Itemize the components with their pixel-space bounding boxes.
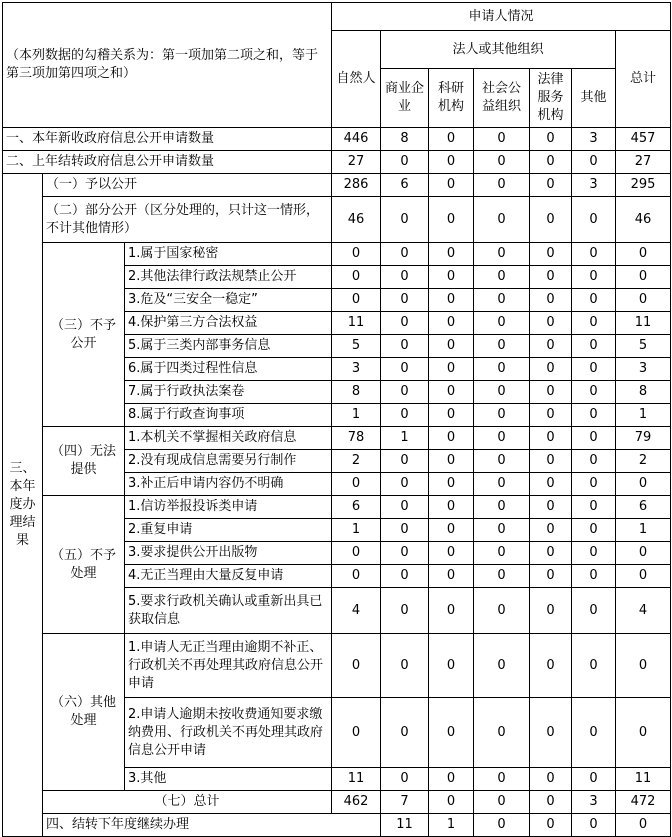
cell: 0 (616, 542, 671, 565)
cell: 7 (381, 791, 429, 814)
cell: 0 (429, 768, 474, 791)
cell: 3 (572, 128, 616, 151)
cell: 0 (616, 634, 671, 698)
group-label-unable: （四）无法提供 (43, 427, 125, 496)
cell: 0 (530, 381, 572, 404)
cell: 0 (381, 381, 429, 404)
cell: 0 (530, 151, 572, 174)
cell: 0 (474, 335, 530, 358)
cell: 0 (616, 289, 671, 312)
cell: 0 (429, 496, 474, 519)
cell: 6 (332, 496, 381, 519)
cell: 0 (429, 266, 474, 289)
cell: 2 (616, 450, 671, 473)
cell: 0 (530, 128, 572, 151)
cell: 0 (429, 128, 474, 151)
header-note: （本列数据的勾稽关系为：第一项加第二项之和，等于第三项加第四项之和） (3, 3, 332, 128)
cell: 0 (474, 358, 530, 381)
cell: 0 (429, 698, 474, 768)
cell: 3 (332, 358, 381, 381)
row-label: 4.保护第三方合法权益 (125, 312, 332, 335)
cell: 0 (572, 542, 616, 565)
cell: 0 (572, 450, 616, 473)
cell: 0 (572, 335, 616, 358)
cell: 8 (332, 381, 381, 404)
cell: 1 (381, 427, 429, 450)
cell: 1 (332, 519, 381, 542)
cell: 0 (572, 634, 616, 698)
cell: 1 (616, 404, 671, 427)
cell: 0 (572, 151, 616, 174)
cell: 0 (332, 634, 381, 698)
cell: 0 (616, 698, 671, 768)
cell: 0 (572, 814, 616, 837)
cell: 0 (381, 151, 429, 174)
table-row (3, 151, 671, 174)
cell: 3 (572, 174, 616, 197)
cell: 11 (616, 768, 671, 791)
cell: 0 (381, 768, 429, 791)
cell: 0 (381, 519, 429, 542)
table-row (3, 634, 671, 698)
cell: 0 (474, 174, 530, 197)
cell: 0 (429, 791, 474, 814)
cell: 0 (530, 768, 572, 791)
cell: 0 (429, 358, 474, 381)
cell: 3 (616, 358, 671, 381)
cell: 446 (332, 128, 381, 151)
row-label: 1.信访举报投诉类申请 (125, 496, 332, 519)
row-label: 3.要求提供公开出版物 (125, 542, 332, 565)
cell: 1 (332, 404, 381, 427)
cell: 0 (572, 473, 616, 496)
cell: 0 (381, 450, 429, 473)
cell: 0 (381, 266, 429, 289)
header-commercial: 商业企业 (381, 69, 429, 128)
cell: 0 (474, 450, 530, 473)
cell: 27 (616, 151, 671, 174)
cell: 0 (381, 588, 429, 634)
cell: 0 (474, 473, 530, 496)
cell: 0 (572, 588, 616, 634)
cell: 0 (530, 335, 572, 358)
cell: 0 (572, 496, 616, 519)
cell: 0 (572, 565, 616, 588)
cell: 0 (429, 312, 474, 335)
row-label: 5.要求行政机关确认或重新出具已获取信息 (125, 588, 332, 634)
cell: 0 (572, 381, 616, 404)
cell: 0 (332, 698, 381, 768)
cell: 472 (616, 791, 671, 814)
row-label: 1.属于国家秘密 (125, 243, 332, 266)
cell: 0 (616, 243, 671, 266)
cell: 0 (381, 335, 429, 358)
cell: 0 (332, 289, 381, 312)
group-label-not-processed: （五）不予处理 (43, 496, 125, 634)
cell: 0 (474, 698, 530, 768)
cell: 4 (332, 588, 381, 634)
cell: 0 (616, 814, 671, 837)
cell: 0 (474, 565, 530, 588)
cell: 0 (381, 473, 429, 496)
cell: 0 (474, 151, 530, 174)
cell: 0 (616, 473, 671, 496)
cell: 0 (381, 542, 429, 565)
cell: 0 (381, 197, 429, 243)
row-label: 7.属于行政执法案卷 (125, 381, 332, 404)
cell: 0 (474, 588, 530, 634)
cell: 0 (474, 768, 530, 791)
cell: 0 (530, 312, 572, 335)
cell: 0 (530, 473, 572, 496)
cell: 0 (530, 450, 572, 473)
cell: 0 (572, 289, 616, 312)
cell: 1 (616, 519, 671, 542)
cell: 0 (381, 289, 429, 312)
table-row (3, 427, 671, 450)
cell: 5 (616, 335, 671, 358)
cell: 0 (530, 565, 572, 588)
cell: 0 (572, 519, 616, 542)
header-natural-person: 自然人 (332, 31, 381, 128)
cell: 0 (381, 698, 429, 768)
cell: 0 (474, 519, 530, 542)
row-label-partial: （二）部分公开（区分处理的，只计这一情形，不计其他情形） (43, 197, 332, 243)
cell: 0 (530, 289, 572, 312)
cell: 11 (616, 312, 671, 335)
cell: 0 (572, 404, 616, 427)
cell: 0 (530, 243, 572, 266)
header-total: 总计 (616, 31, 671, 128)
cell: 0 (530, 698, 572, 768)
table-row (3, 243, 671, 266)
row-label: 2.没有现成信息需要另行制作 (125, 450, 332, 473)
header-legal-service: 法律服务机构 (530, 69, 572, 128)
cell: 0 (530, 814, 572, 837)
cell: 0 (381, 312, 429, 335)
cell: 0 (474, 791, 530, 814)
table-row (3, 128, 671, 151)
group-label-other-handling: （六）其他处理 (43, 634, 125, 791)
row-label: 8.属于行政查询事项 (125, 404, 332, 427)
cell: 0 (332, 473, 381, 496)
cell: 0 (572, 698, 616, 768)
cell: 0 (429, 542, 474, 565)
header-applicant: 申请人情况 (332, 3, 671, 31)
cell: 0 (474, 381, 530, 404)
cell: 0 (429, 243, 474, 266)
header-legal-group: 法人或其他组织 (381, 31, 616, 69)
cell: 462 (332, 791, 381, 814)
cell: 0 (530, 588, 572, 634)
cell: 0 (332, 266, 381, 289)
cell: 0 (572, 243, 616, 266)
cell: 0 (381, 565, 429, 588)
cell: 11 (332, 312, 381, 335)
cell: 0 (474, 404, 530, 427)
table-row (3, 791, 671, 814)
cell: 5 (332, 335, 381, 358)
cell: 8 (381, 128, 429, 151)
cell: 0 (332, 542, 381, 565)
table-row (3, 174, 671, 197)
row-label-carried-over: 二、上年结转政府信息公开申请数量 (3, 151, 332, 174)
statistics-table (2, 2, 671, 837)
cell: 0 (530, 496, 572, 519)
cell: 8 (616, 381, 671, 404)
cell: 0 (474, 634, 530, 698)
row-label: 1.本机关不掌握相关政府信息 (125, 427, 332, 450)
cell: 3 (572, 791, 616, 814)
cell: 1 (429, 814, 474, 837)
cell: 0 (530, 358, 572, 381)
table-row (3, 496, 671, 519)
header-other: 其他 (572, 69, 616, 128)
row-label-new-apps: 一、本年新收政府信息公开申请数量 (3, 128, 332, 151)
cell: 0 (530, 542, 572, 565)
row-label: 3.危及“三安全一稳定” (125, 289, 332, 312)
cell: 4 (616, 588, 671, 634)
cell: 0 (332, 243, 381, 266)
cell: 0 (530, 174, 572, 197)
cell: 0 (474, 289, 530, 312)
cell: 0 (474, 427, 530, 450)
cell: 0 (572, 197, 616, 243)
row-label-next-year: 四、结转下年度继续办理 (43, 814, 381, 837)
row-label: 3.补正后申请内容仍不明确 (125, 473, 332, 496)
cell: 0 (429, 151, 474, 174)
cell: 0 (530, 404, 572, 427)
cell: 0 (332, 565, 381, 588)
cell: 46 (332, 197, 381, 243)
cell: 0 (429, 289, 474, 312)
section3-label: 三、本年度办理结果 (3, 174, 43, 837)
cell: 0 (530, 519, 572, 542)
cell: 0 (530, 427, 572, 450)
cell: 0 (474, 496, 530, 519)
cell: 0 (429, 519, 474, 542)
cell: 0 (572, 768, 616, 791)
cell: 0 (474, 814, 530, 837)
cell: 0 (429, 588, 474, 634)
cell: 0 (429, 427, 474, 450)
cell: 0 (530, 791, 572, 814)
row-label: 3.其他 (125, 768, 332, 791)
cell: 0 (530, 266, 572, 289)
cell: 457 (616, 128, 671, 151)
row-label: 1.申请人无正当理由逾期不补正、行政机关不再处理其政府信息公开申请 (125, 634, 332, 698)
cell: 0 (572, 358, 616, 381)
cell: 0 (572, 266, 616, 289)
cell: 0 (429, 450, 474, 473)
cell: 27 (332, 151, 381, 174)
cell: 2 (332, 450, 381, 473)
row-label: 5.属于三类内部事务信息 (125, 335, 332, 358)
row-label: 4.无正当理由大量反复申请 (125, 565, 332, 588)
cell: 0 (429, 404, 474, 427)
row-label: 2.其他法律行政法规禁止公开 (125, 266, 332, 289)
cell: 0 (474, 128, 530, 151)
header-research: 科研机构 (429, 69, 474, 128)
table-row (3, 814, 671, 837)
cell: 0 (429, 473, 474, 496)
cell: 79 (616, 427, 671, 450)
cell: 0 (381, 634, 429, 698)
cell: 0 (474, 243, 530, 266)
cell: 295 (616, 174, 671, 197)
cell: 0 (429, 197, 474, 243)
cell: 0 (381, 404, 429, 427)
cell: 0 (474, 542, 530, 565)
cell: 11 (332, 768, 381, 791)
cell: 46 (616, 197, 671, 243)
cell: 0 (429, 335, 474, 358)
row-label-total: （七）总计 (43, 791, 332, 814)
cell: 0 (572, 427, 616, 450)
cell: 0 (530, 197, 572, 243)
cell: 0 (474, 197, 530, 243)
cell: 11 (381, 814, 429, 837)
row-label: 6.属于四类过程性信息 (125, 358, 332, 381)
cell: 0 (381, 243, 429, 266)
cell: 0 (572, 312, 616, 335)
cell: 0 (429, 565, 474, 588)
cell: 0 (429, 174, 474, 197)
cell: 0 (530, 634, 572, 698)
cell: 0 (381, 358, 429, 381)
cell: 6 (616, 496, 671, 519)
row-label: 2.申请人逾期未按收费通知要求缴纳费用、行政机关不再处理其政府信息公开申请 (125, 698, 332, 768)
row-label-public: （一）予以公开 (43, 174, 332, 197)
group-label-not-public: （三）不予公开 (43, 243, 125, 427)
cell: 0 (429, 381, 474, 404)
cell: 0 (429, 634, 474, 698)
cell: 0 (616, 565, 671, 588)
cell: 0 (474, 266, 530, 289)
cell: 78 (332, 427, 381, 450)
cell: 286 (332, 174, 381, 197)
row-label: 2.重复申请 (125, 519, 332, 542)
header-social-welfare: 社会公益组织 (474, 69, 530, 128)
cell: 6 (381, 174, 429, 197)
cell: 0 (381, 496, 429, 519)
cell: 0 (474, 312, 530, 335)
table-row (3, 197, 671, 243)
cell: 0 (616, 266, 671, 289)
